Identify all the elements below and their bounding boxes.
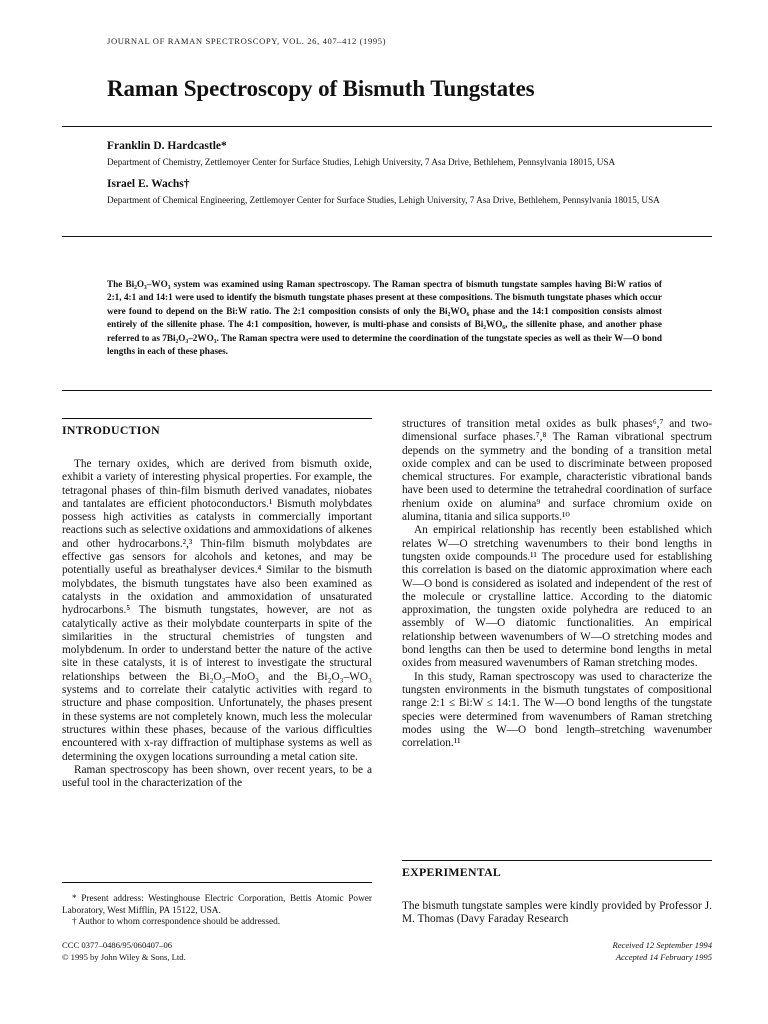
- introduction-paragraph: An empirical relationship has recently been established which relates W—O stretching wavenumbers to their bond lengths in tungsten oxide compounds.¹¹ The procedure used for establishing this correlation is based on the diatomic approximation where each W—O bond is considered as isolated and independent of the rest of the molecule or crystalline lattice. According to the diatomic approximation, the tungsten oxide polyhedra are reduced to an assembly of W—O diatomic functionalities. An empirical relationship between wavenumbers of W—O stretching modes and bond lengths can then be used to determine bond lengths in metal oxides from measured wavenumbers of Raman stretching modes.: [402, 524, 712, 670]
- footnotes: [62, 882, 372, 929]
- paper-title: Raman Spectroscopy of Bismuth Tungstates: [107, 76, 535, 101]
- author: [107, 139, 662, 169]
- experimental-paragraph: The bismuth tungstate samples were kindly provided by Professor J. M. Thomas (Davy Faraday Research: [402, 900, 712, 926]
- experimental-section: [402, 860, 712, 927]
- received-dates: [560, 940, 712, 964]
- introduction-paragraph-continued: structures of transition metal oxides as bulk phases⁶,⁷ and two-dimensional surface phases.⁷,⁸ The Raman vibrational spectrum depends on the symmetry and the bonding of a transition metal oxide complex and can be used to discriminate between proposed chemical structures. For example, characteristic vibrational bands have been used to determine the tetrahedral coordination of surface rhenium oxide on alumina⁹ and surface chromium oxide on alumina, titania and silica supports.¹⁰: [402, 418, 712, 524]
- author-affiliation: Department of Chemical Engineering, Zettlemoyer Center for Surface Studies, Lehigh University, 7 Asa Drive, Bethlehem, Pennsylvania 18015, USA: [107, 194, 660, 205]
- copyright-block: [62, 940, 186, 964]
- copyright-line: © 1995 by John Wiley & Sons, Ltd.: [62, 951, 186, 962]
- author-affiliation: Department of Chemistry, Zettlemoyer Center for Surface Studies, Lehigh University, 7 Asa Drive, Bethlehem, Pennsylvania 18015, USA: [107, 157, 616, 167]
- introduction-paragraph: The ternary oxides, which are derived from bismuth oxide, exhibit a variety of interesting physical properties. For example, the tetragonal phases of thin-film bismuth derived vanadates, niobates and tantalates are efficient photoconductors.¹ Bismuth molybdates possess high activities as catalysts in commercially important reactions such as selective oxidations and ammoxidations of alkenes and other hydrocarbons.²,³ Thin-film bismuth molybdates are effective gas sensors for alcohols and ketones, and may be potentially useful as breathalyser devices.⁴ Similar to the bismuth molybdates, the bismuth tungstates have also been examined as catalysts in the oxidation and ammoxidation of unsaturated hydrocarbons.⁵ The bismuth tungstates, however, are not as catalytically active as their molybdate counterparts in spite of the similarities in the structural chemistries of tungsten and molybdenum. In order to understand better the nature of the active site in these catalysts, it is of interest to investigate the structural relationships between the Bi₂O₃–MoO₃ and the Bi₂O₃–WO₃ systems and to correlate their catalytic activities with regard to structure and phase composition. Unfortunately, the phases present in these systems are not completely known, much less the molecular structures within these phases, because of the various difficulties encountered with x-ray diffraction of multiphase systems as well as determining the oxygen locations surrounding a metal cation site.: [62, 458, 372, 763]
- authors-block: [107, 139, 662, 214]
- introduction-paragraph: In this study, Raman spectroscopy was used to characterize the tungsten environments in the bismuth tungstates of compositional range 2:1 ≤ Bi:W ≤ 14:1. The W—O bond lengths of the tungstate species were determined from wavenumbers of Raman stretching modes using the W—O bond length–stretching wavenumber correlation.¹¹: [402, 670, 712, 750]
- left-column: [62, 418, 372, 790]
- authors-rule: [62, 236, 712, 237]
- author-name: Israel E. Wachs†: [107, 177, 190, 190]
- abstract: The Bi₂O₃–WO₃ system was examined using Raman spectroscopy. The Raman spectra of bismuth tungstate samples having Bi:W ratios of 2:1, 4:1 and 14:1 were used to identify the bismuth tungstate phases present at these compositions. The bismuth tungstate phases which occur were found to depend on the Bi:W ratio. The 2:1 composition consists of only the Bi₂WO₆ phase and the 14:1 composition consists almost entirely of the sillenite phase. The 4:1 composition, however, is multi-phase and consists of Bi₂WO₆, the sillenite phase, and another phase referred to as 7Bi₂O₃–2WO₃. The Raman spectra were used to determine the coordination of the tungstate species as well as their W—O bond lengths in each of these phases.: [107, 279, 662, 357]
- journal-header: JOURNAL OF RAMAN SPECTROSCOPY, VOL. 26, 407–412 (1995): [107, 36, 387, 46]
- received-date: Received 12 September 1994: [612, 940, 712, 950]
- author-name: Franklin D. Hardcastle*: [107, 140, 227, 152]
- experimental-heading: EXPERIMENTAL: [402, 860, 712, 886]
- ccc-code: CCC 0377–0486/95/060407–06: [62, 940, 173, 950]
- introduction-paragraph: Raman spectroscopy has been shown, over recent years, to be a useful tool in the characterization of the: [62, 763, 372, 790]
- footnote-correspondence: † Author to whom correspondence should be addressed.: [72, 917, 281, 928]
- footnote-present-address: * Present address: Westinghouse Electric Corporation, Bettis Atomic Power Laboratory, West Mifflin, PA 15122, USA.: [62, 894, 372, 916]
- title-rule: [62, 126, 712, 127]
- author: [107, 177, 662, 207]
- accepted-date: Accepted 14 February 1995: [615, 951, 712, 962]
- abstract-rule: [62, 390, 712, 391]
- introduction-heading: INTRODUCTION: [62, 418, 372, 444]
- right-column: [402, 418, 712, 750]
